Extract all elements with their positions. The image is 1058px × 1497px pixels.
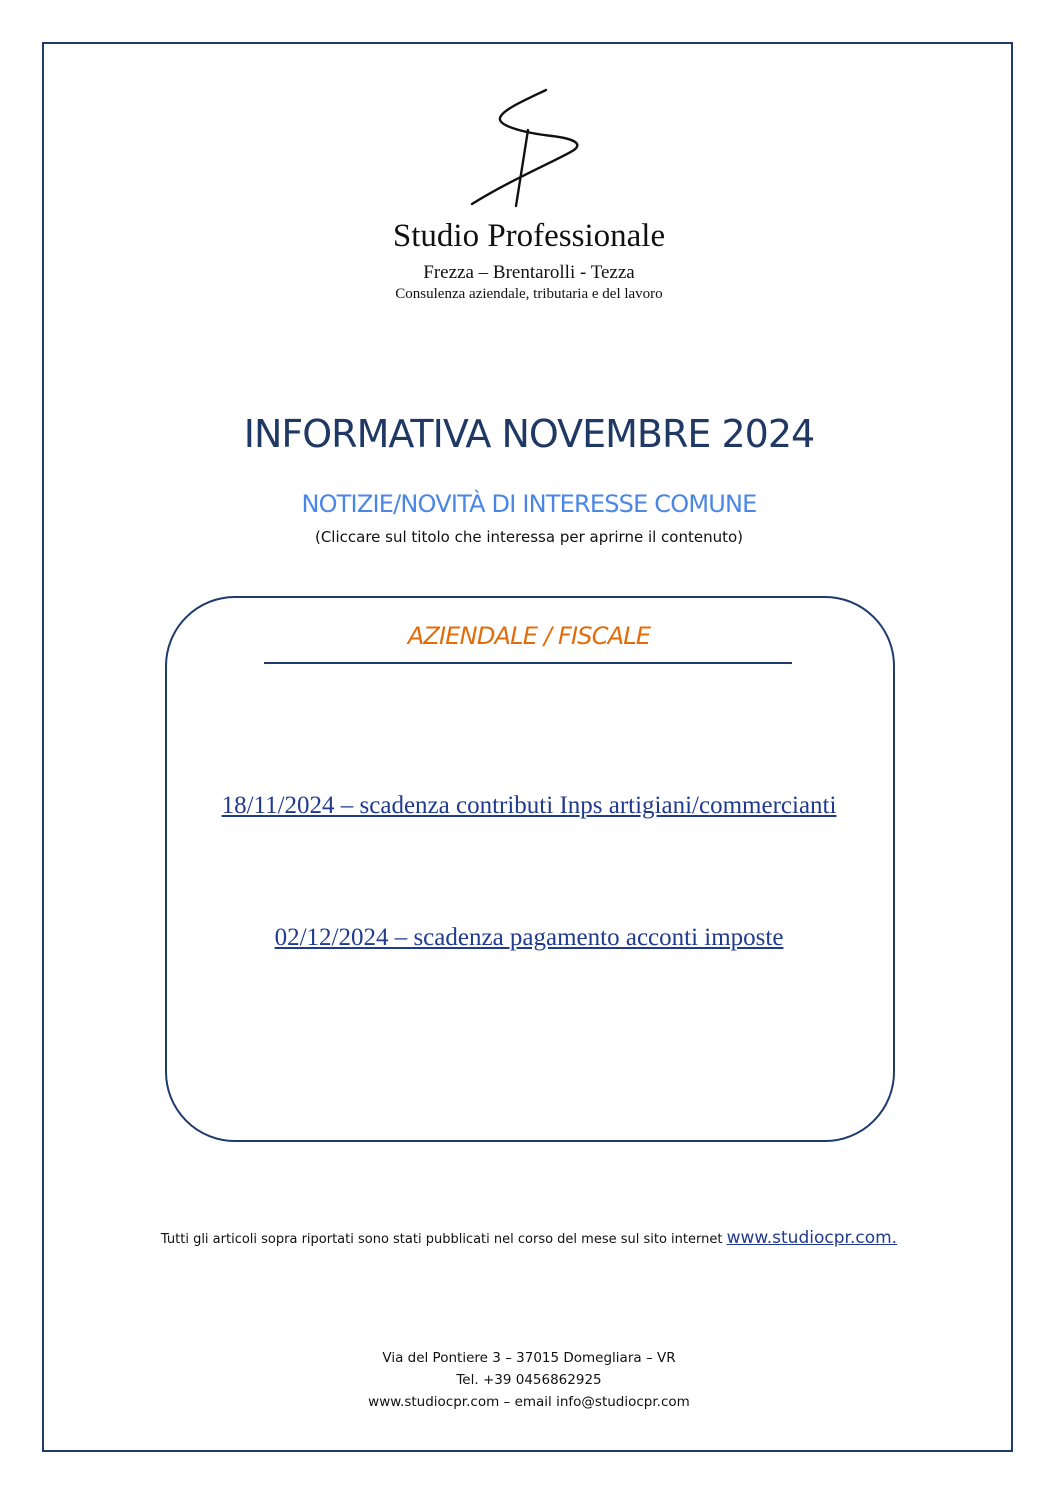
phone-line: Tel. +39 0456862925	[456, 1372, 602, 1388]
footer-note	[0, 1228, 1058, 1248]
click-instruction: (Cliccare sul titolo che interessa per aprirne il contenuto)	[314, 528, 744, 546]
sp-signature-logo	[470, 88, 590, 208]
section-box	[165, 596, 895, 1142]
page-subtitle: NOTIZIE/NOVITÀ DI INTERESSE COMUNE	[301, 490, 757, 518]
footer-note-text: Tutti gli articoli sopra riportati sono stati pubblicati nel corso del mese sul sito internet	[160, 1232, 723, 1247]
section-title: AZIENDALE / FISCALE	[407, 622, 651, 650]
address-line: Via del Pontiere 3 – 37015 Domegliara – VR	[382, 1350, 676, 1366]
brand-name: Studio Professionale	[392, 218, 666, 254]
section-divider	[264, 662, 792, 664]
page-title: INFORMATIVA NOVEMBRE 2024	[243, 412, 815, 456]
brand-tagline: Consulenza aziendale, tributaria e del lavoro	[395, 286, 663, 302]
contact-line: www.studiocpr.com – email info@studiocpr.com	[368, 1394, 690, 1410]
website-link[interactable]: www.studiocpr.com.	[726, 1228, 898, 1248]
article-link-acconti[interactable]: 02/12/2024 – scadenza pagamento acconti imposte	[274, 924, 784, 951]
article-link-inps[interactable]: 18/11/2024 – scadenza contributi Inps artigiani/commercianti	[221, 792, 837, 819]
brand-partners: Frezza – Brentarolli - Tezza	[423, 262, 635, 283]
